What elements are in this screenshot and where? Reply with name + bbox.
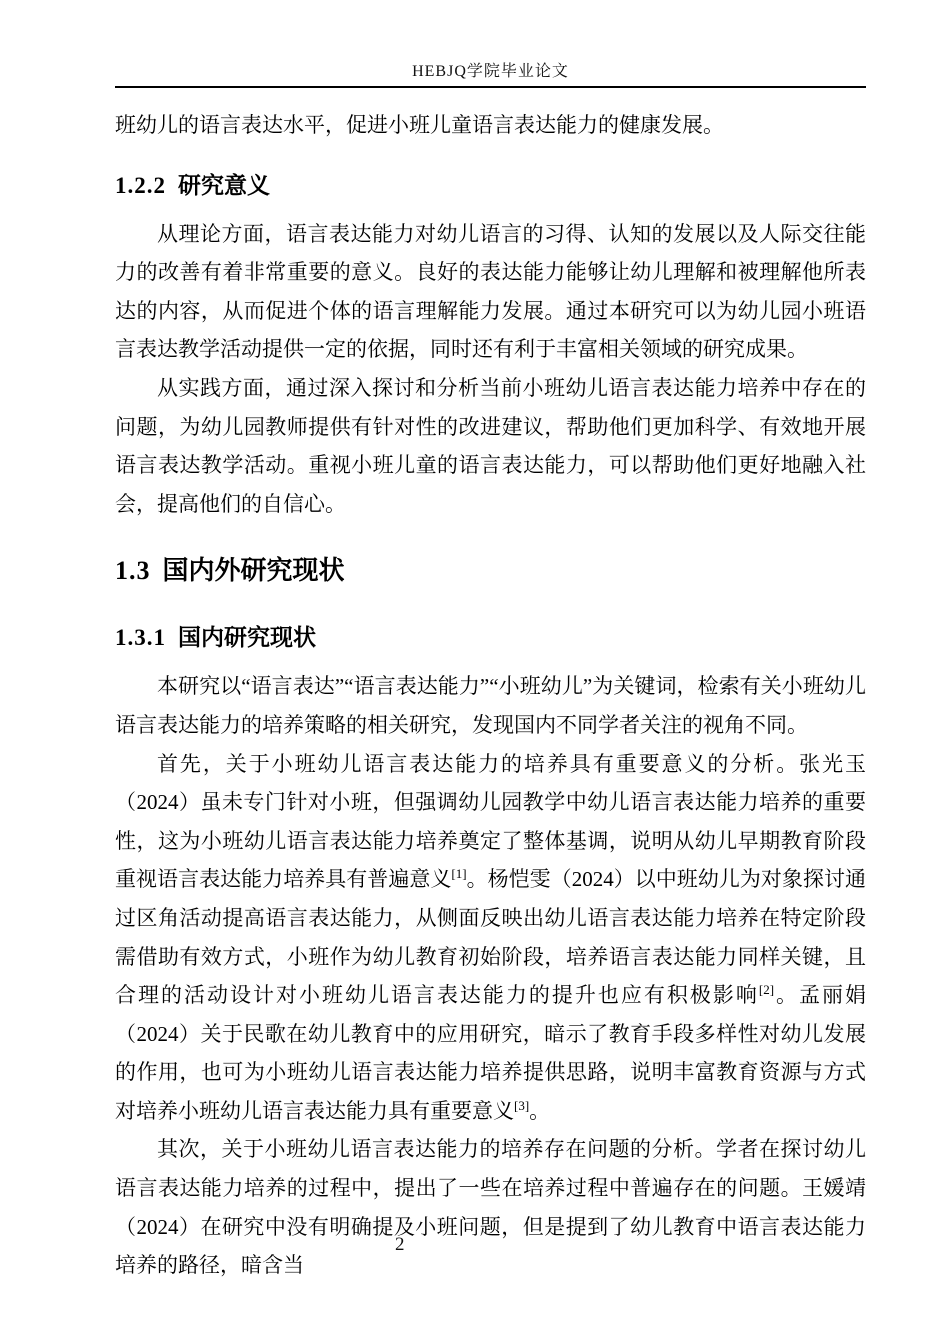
heading-1-3-1 xyxy=(115,622,866,653)
heading-number: 1.3 xyxy=(115,556,151,586)
heading-number: 1.2.2 xyxy=(115,172,166,198)
paragraph-text-segment: 首先，关于小班幼儿语言表达能力的培养具有重要意义的分析。张光玉（2024）虽未专门针对小班，但强调幼儿园教学中幼儿语言表达能力培养的重要性，这为小班幼儿语言表达能力培养奠定了整体基调，说明从幼儿早期教育阶段重视语言表达能力培养具有普遍意义 xyxy=(115,751,866,892)
heading-1-3 xyxy=(115,553,866,588)
page-number: 2 xyxy=(395,1234,405,1255)
heading-number: 1.3.1 xyxy=(115,625,166,651)
paragraph-text-segment: 。杨恺雯（2024）以中班幼儿为对象探讨通过区角活动提高语言表达能力，从侧面反映出幼儿语言表达能力培养在特定阶段需借助有效方式，小班作为幼儿教育初始阶段，培养语言表达能力同样关键，且合理的活动设计对小班幼儿语言表达能力的提升也应有积极影响 xyxy=(115,867,866,1008)
paragraph-practice: 从实践方面，通过深入探讨和分析当前小班幼儿语言表达能力培养中存在的问题，为幼儿园教师提供有针对性的改进建议，帮助他们更加科学、有效地开展语言表达教学活动。重视小班儿童的语言表达能力，可以帮助他们更好地融入社会，提高他们的自信心。 xyxy=(115,375,866,516)
paragraph-text-segment: 。 xyxy=(529,1098,551,1123)
page-body xyxy=(115,106,866,1285)
citation-ref-1: [1] xyxy=(451,866,467,882)
paragraph-problems-analysis: 其次，关于小班幼儿语言表达能力的培养存在问题的分析。学者在探讨幼儿语言表达能力培养的过程中，提出了一些在培养过程中普遍存在的问题。王媛靖（2024）在研究中没有明确提及小班问题，但是提到了幼儿教育中语言表达能力培养的路径，暗含当 xyxy=(115,1137,866,1278)
heading-title: 国内外研究现状 xyxy=(162,555,345,586)
citation-ref-2: [2] xyxy=(758,982,775,998)
paragraph-text-segment: 。孟丽娟（2024）关于民歌在幼儿教育中的应用研究，暗示了教育手段多样性对幼儿发展的作用，也可为小班幼儿语言表达能力培养提供思路，说明丰富教育资源与方式对培养小班幼儿语言表达能力具有重要意义 xyxy=(115,983,867,1123)
heading-1-2-2 xyxy=(115,170,866,201)
running-head-title: HEBJQ学院毕业论文 xyxy=(412,63,569,80)
paragraph-significance-analysis xyxy=(115,745,866,1131)
citation-ref-3: [3] xyxy=(514,1097,530,1113)
heading-title: 研究意义 xyxy=(178,171,270,198)
heading-title: 国内研究现状 xyxy=(178,624,316,651)
paragraph-theory: 从理论方面，语言表达能力对幼儿语言的习得、认知的发展以及人际交往能力的改善有着非常重要的意义。良好的表达能力能够让幼儿理解和被理解他所表达的内容，从而促进个体的语言理解能力发展。通过本研究可以为幼儿园小班语言表达教学活动提供一定的依据，同时还有利于丰富相关领域的研究成果。 xyxy=(115,221,866,362)
paragraph-keywords: 本研究以“语言表达”“语言表达能力”“小班幼儿”为关键词，检索有关小班幼儿语言表达能力的培养策略的相关研究，发现国内不同学者关注的视角不同。 xyxy=(115,674,866,737)
page-header xyxy=(115,58,866,88)
page-footer xyxy=(395,1234,405,1256)
paragraph-continuation: 班幼儿的语言表达水平，促进小班儿童语言表达能力的健康发展。 xyxy=(115,113,724,137)
